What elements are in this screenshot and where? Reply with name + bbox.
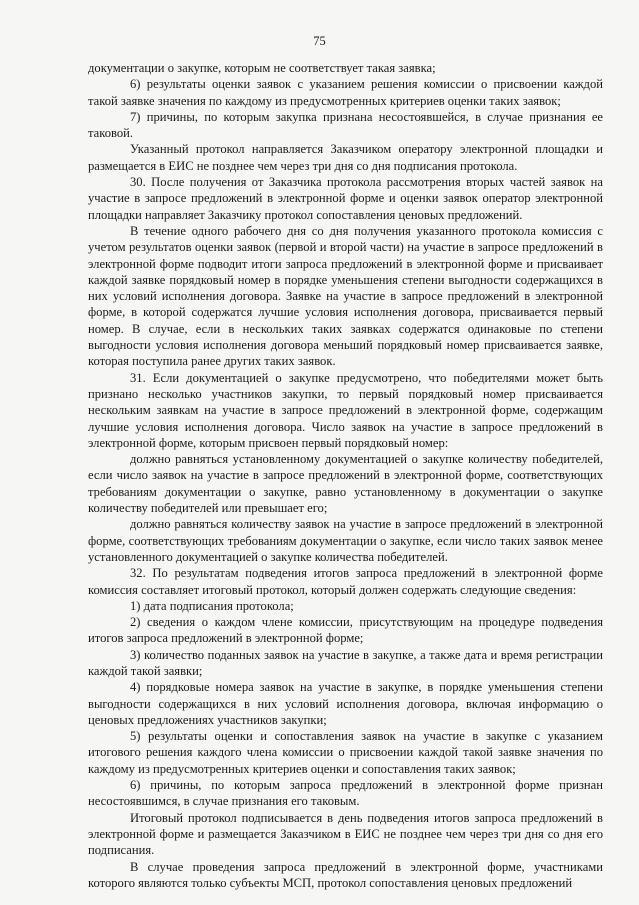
- paragraph: В случае проведения запроса предложений в электронной форме, участниками которого являются только субъекты МСП, протокол сопоставления ценовых предложений: [88, 859, 603, 890]
- paragraph: 3) количество поданных заявок на участие в закупке, а также дата и время регистрации каждой такой заявки;: [88, 647, 603, 678]
- paragraph: 6) результаты оценки заявок с указанием решения комиссии о присвоении каждой такой заявке значения по каждому из предусмотренных критериев оценки таких заявок;: [88, 77, 603, 108]
- paragraph: В течение одного рабочего дня со дня получения указанного протокола комиссия с учетом результатов оценки заявок (первой и второй части) на участие в запросе предложений в электронной форме подводит итоги запроса предложений в электронной форме и присваивает каждой заявке порядковый номер в порядке уменьшения степени выгодности содержащихся в них условий исполнения договора. Заявке на участие в запросе предложений в электронной форме, в которой содержатся лучшие условия исполнения договора, присваивается первый номер. В случае, если в нескольких таких заявках содержатся одинаковые по степени выгодности условия исполнения договора меньший порядковый номер присваивается заявке, которая поступила ранее других таких заявок.: [88, 223, 603, 369]
- paragraph: должно равняться количеству заявок на участие в запросе предложений в электронной форме, соответствующих требованиям документации о закупке, если число таких заявок менее установленного документацией о закупке количества победителей.: [88, 517, 603, 564]
- paragraph: 32. По результатам подведения итогов запроса предложений в электронной форме комиссия составляет итоговый протокол, который должен содержать следующие сведения:: [88, 566, 603, 597]
- paragraph: 31. Если документацией о закупке предусмотрено, что победителями может быть признано несколько участников закупки, то первый порядковый номер присваивается нескольким заявкам на участие в запросе предложений в электронной форме, содержащим лучшие условия исполнения договора. Число заявок на участие в запросе предложений в электронной форме, которым присвоен первый порядковый номер:: [88, 370, 603, 450]
- paragraph: 30. После получения от Заказчика протокола рассмотрения вторых частей заявок на участие в запросе предложений в электронной форме и оценки заявок оператор электронной площадки направляет Заказчику протокол сопоставления ценовых предложений.: [88, 175, 603, 222]
- paragraph: Указанный протокол направляется Заказчиком оператору электронной площадки и размещается в ЕИС не позднее чем через три дня со дня подписания протокола.: [88, 142, 603, 173]
- paragraph: 6) причины, по которым запроса предложений в электронной форме признан несостоявшимся, в случае признания его таковым.: [88, 778, 603, 809]
- paragraph: 2) сведения о каждом члене комиссии, присутствующим на процедуре подведения итогов запроса предложений в электронной форме;: [88, 615, 603, 646]
- paragraph: 1) дата подписания протокола;: [130, 598, 294, 613]
- paragraph: должно равняться установленному документацией о закупке количеству победителей, если число заявок на участие в запросе предложений в электронной форме, соответствующих требованиям документации о закупке, равно установленному в документации о закупке количеству победителей или превышает его;: [88, 452, 603, 516]
- page-number: 75: [313, 34, 326, 48]
- paragraph: 5) результаты оценки и сопоставления заявок на участие в закупке с указанием итогового решения каждого члена комиссии о присвоении каждой такой заявке значения по каждому из предусмотренных критериев оценки и сопоставления таких заявок;: [88, 729, 603, 776]
- paragraph: документации о закупке, которым не соответствует такая заявка;: [88, 61, 436, 75]
- paragraph: 4) порядковые номера заявок на участие в закупке, в порядке уменьшения степени выгодности содержащихся в них условий исполнения договора, включая информацию о ценовых предложениях участников закупки;: [88, 680, 603, 727]
- paragraph: 7) причины, по которым закупка признана несостоявшейся, в случае признания ее таковой.: [88, 109, 603, 141]
- document-body: [88, 60, 603, 891]
- paragraph: Итоговый протокол подписывается в день подведения итогов запроса предложений в электронной форме и размещается Заказчиком в ЕИС не позднее чем через три дня со дня его подписания.: [88, 810, 603, 858]
